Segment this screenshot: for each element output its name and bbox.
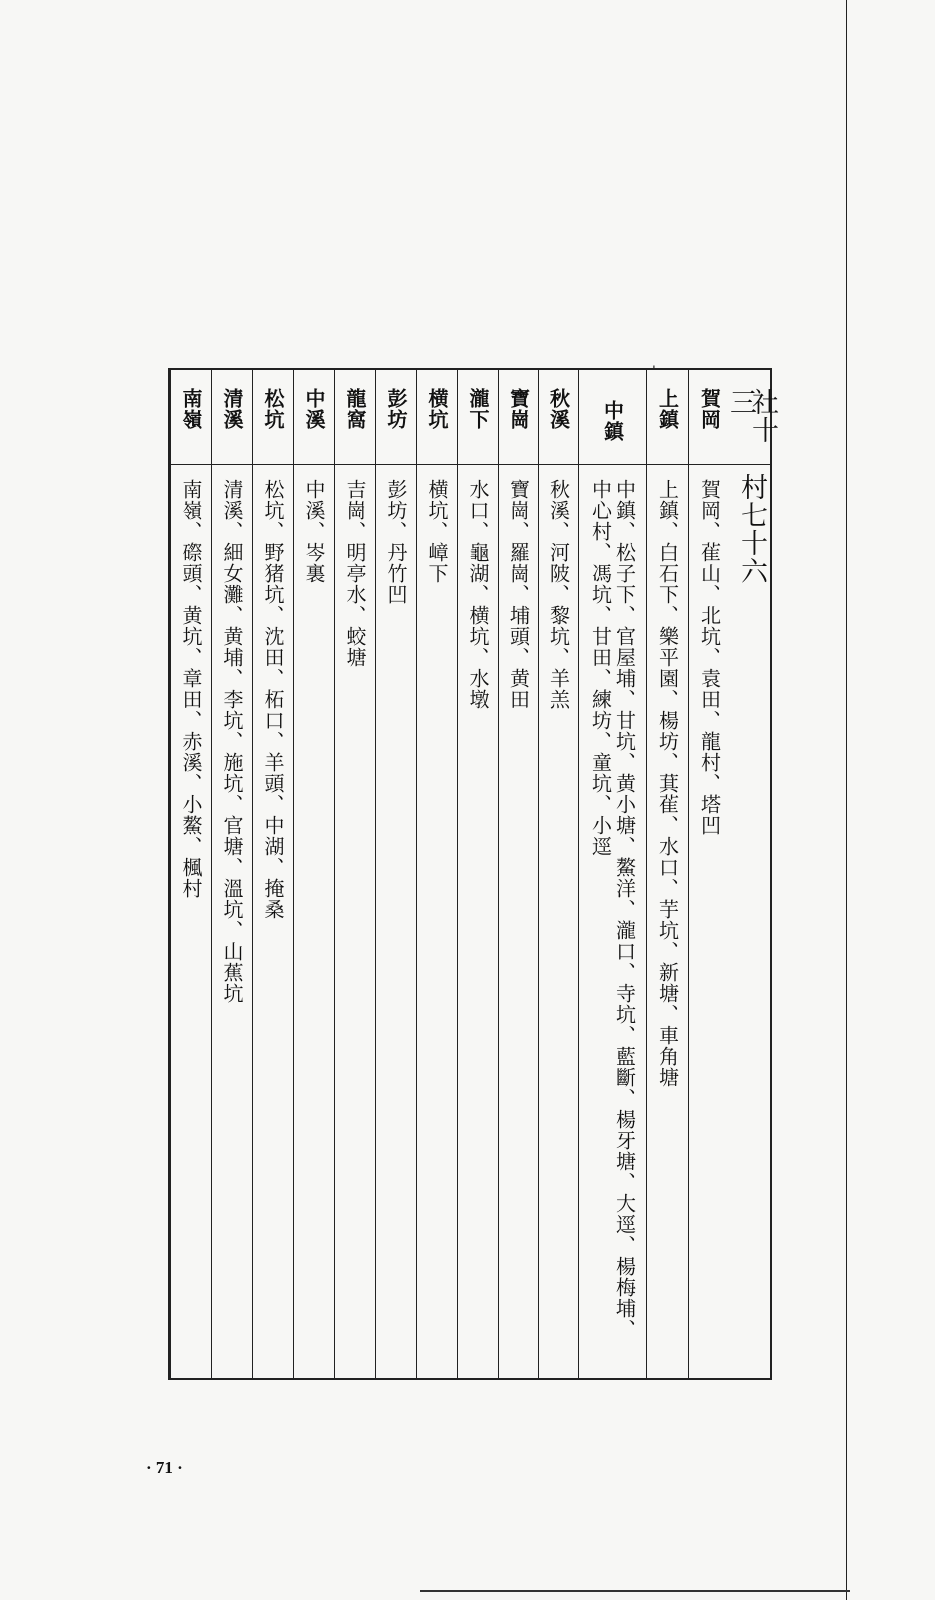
table-title-body (730, 465, 772, 1378)
villages-cell (253, 465, 293, 1378)
village-list-line-2: 中心村、馮坑、甘田、練坊、童坑、小逕 (588, 479, 613, 857)
table-row (688, 370, 730, 1378)
she-cell (499, 370, 538, 465)
she-cell (458, 370, 498, 465)
villages-cell (171, 465, 211, 1378)
page-edge-line (846, 0, 847, 1600)
she-name: 清溪 (220, 388, 244, 430)
villages-cell (417, 465, 457, 1378)
she-cell (171, 370, 211, 465)
village-list: 寶崗、羅崗、埔頭、黄田 (506, 479, 531, 710)
she-cell (539, 370, 578, 465)
page-bottom-line (420, 1590, 850, 1592)
table-row (498, 370, 538, 1378)
she-name: 上鎮 (655, 388, 680, 430)
she-name: 南嶺 (179, 388, 203, 430)
villages-cell (647, 465, 688, 1378)
villages-cell (212, 465, 252, 1378)
village-list: 水口、龜湖、横坑、水墩 (466, 479, 490, 710)
page-number: · 71 · (146, 1458, 183, 1477)
village-list: 南嶺、磜頭、黄坑、章田、赤溪、小鰲、楓村 (179, 479, 203, 899)
she-name: 秋溪 (546, 388, 571, 430)
village-list: 横坑、嶂下 (425, 479, 449, 584)
villages-cell (335, 465, 375, 1378)
table-title-head (725, 370, 778, 465)
cun-count-label: 村七十六 (736, 473, 767, 585)
table-title-column (725, 370, 778, 1378)
village-list: 賀岡、雈山、北坑、袁田、龍村、塔凹 (697, 479, 722, 836)
table-row (252, 370, 293, 1378)
she-cell (579, 370, 646, 465)
villages-cell (458, 465, 498, 1378)
village-list: 吉崗、明亭水、蛟塘 (343, 479, 367, 668)
table-row (646, 370, 688, 1378)
she-name: 寶崗 (506, 388, 531, 430)
she-name: 横坑 (425, 388, 449, 430)
villages-cell (499, 465, 538, 1378)
she-cell (253, 370, 293, 465)
villages-cell (579, 465, 646, 1378)
she-name: 彭坊 (384, 388, 408, 430)
village-list: 松坑、野猪坑、沈田、柘口、羊頭、中湖、掩桑 (261, 479, 285, 920)
she-name: 瀧下 (466, 388, 490, 430)
villages-cell (376, 465, 416, 1378)
villages-cell (689, 465, 730, 1378)
village-table (168, 368, 778, 1380)
she-name: 賀岡 (697, 388, 722, 430)
she-cell (335, 370, 375, 465)
she-name: 中溪 (302, 388, 326, 430)
she-cell (647, 370, 688, 465)
she-cell (689, 370, 730, 465)
village-list: 上鎮、白石下、樂平園、楊坊、萁雈、水口、芋坑、新塘、車角塘 (655, 479, 680, 1088)
village-list: 清溪、細女灘、黄埔、李坑、施坑、官塘、溫坑、山蕉坑 (220, 479, 244, 1004)
table-row (457, 370, 498, 1378)
village-list-line-1: 中鎮、松子下、官屋埔、甘坑、黄小塘、鰲洋、瀧口、寺坑、藍斷、楊牙塘、大逕、楊梅埔、 (612, 479, 637, 1340)
table-row (375, 370, 416, 1378)
table-row (538, 370, 578, 1378)
she-name: 松坑 (261, 388, 285, 430)
table-row (170, 370, 211, 1378)
table-row (334, 370, 375, 1378)
villages-cell (294, 465, 334, 1378)
village-list: 彭坊、丹竹凹 (384, 479, 408, 605)
villages-cell (539, 465, 578, 1378)
she-name: 龍窩 (343, 388, 367, 430)
village-list: 秋溪、河陂、黎坑、羊羔 (546, 479, 571, 710)
table-row (293, 370, 334, 1378)
tick-mark: ' (652, 364, 656, 380)
she-count-label: 社十三 (725, 388, 778, 444)
table-row (578, 370, 646, 1378)
table-row (416, 370, 457, 1378)
she-cell (417, 370, 457, 465)
she-cell (376, 370, 416, 465)
she-name: 中鎮 (600, 400, 625, 442)
village-list: 中溪、岑裏 (302, 479, 326, 584)
she-cell (212, 370, 252, 465)
table-row (211, 370, 252, 1378)
she-cell (294, 370, 334, 465)
